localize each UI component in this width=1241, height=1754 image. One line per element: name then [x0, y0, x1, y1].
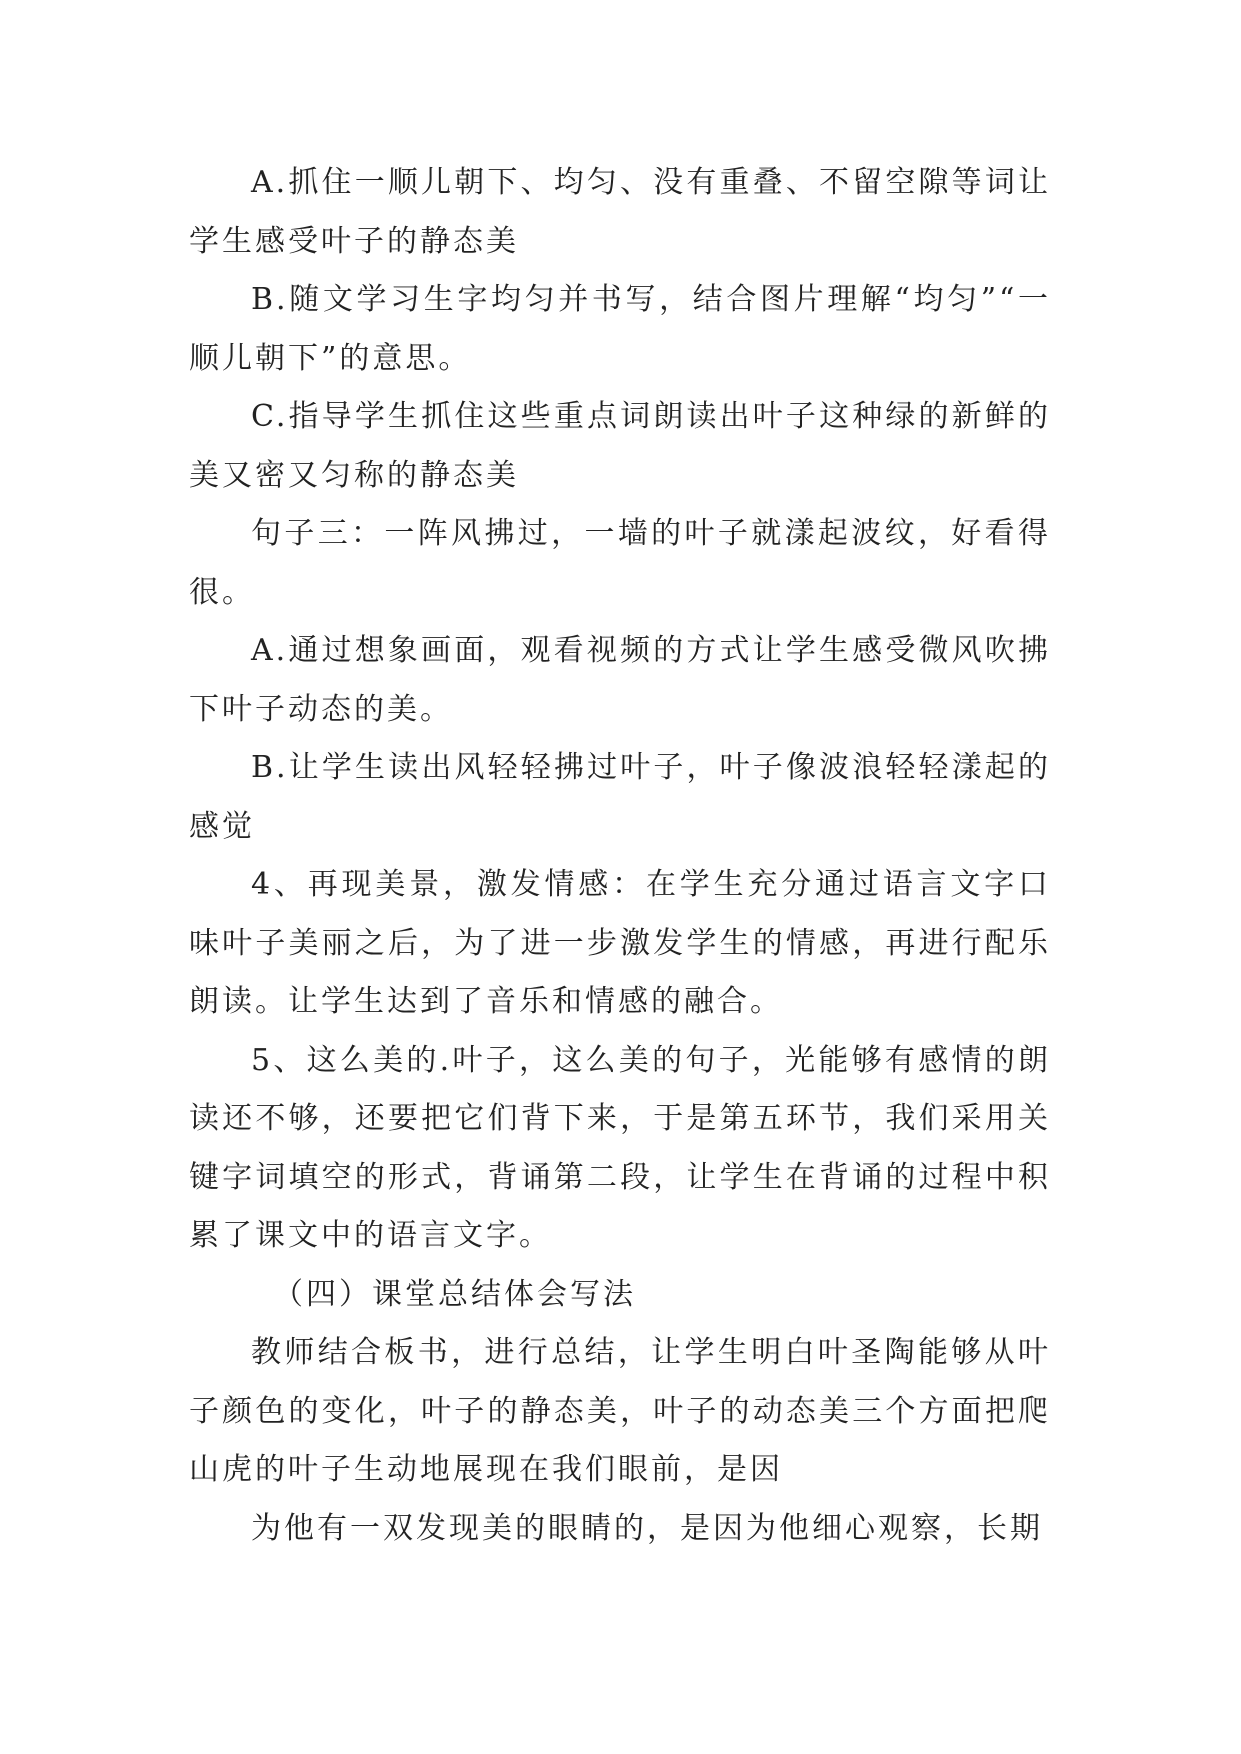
paragraph-step-4: 4、再现美景，激发情感：在学生充分通过语言文字口味叶子美丽之后，为了进一步激发学生的情感，再进行配乐朗读。让学生达到了音乐和情感的融合。	[189, 867, 1051, 1019]
paragraph-step-5: 5、这么美的.叶子，这么美的句子，光能够有感情的朗读还不够，还要把它们背下来，于是第五环节，我们采用关键字词填空的形式，背诵第二段，让学生在背诵的过程中积累了课文中的语言文字。	[189, 1042, 1051, 1253]
section-heading-summary: （四）课堂总结体会写法	[273, 1276, 636, 1312]
paragraph-observation: 为他有一双发现美的眼睛的，是因为他细心观察，长期	[251, 1510, 1043, 1546]
paragraph-a-static-beauty-words: A.抓住一顺儿朝下、均匀、没有重叠、不留空隙等词让学生感受叶子的静态美	[189, 165, 1051, 259]
paragraph-a-imagine-video: A.通过想象画面，观看视频的方式让学生感受微风吹拂下叶子动态的美。	[189, 633, 1051, 727]
document-body	[189, 154, 1051, 1558]
paragraph-sentence-three: 句子三：一阵风拂过，一墙的叶子就漾起波纹，好看得很。	[189, 516, 1051, 610]
paragraph-teacher-summary: 教师结合板书，进行总结，让学生明白叶圣陶能够从叶子颜色的变化，叶子的静态美，叶子的动态美三个方面把爬山虎的叶子生动地展现在我们眼前，是因	[189, 1335, 1051, 1487]
paragraph-c-guided-reading: C.指导学生抓住这些重点词朗读出叶子这种绿的新鲜的美又密又匀称的静态美	[189, 399, 1051, 493]
paragraph-b-learn-characters: B.随文学习生字均匀并书写，结合图片理解“均匀”“一顺儿朝下”的意思。	[189, 282, 1051, 376]
paragraph-b-read-wind: B.让学生读出风轻轻拂过叶子，叶子像波浪轻轻漾起的感觉	[189, 750, 1051, 844]
